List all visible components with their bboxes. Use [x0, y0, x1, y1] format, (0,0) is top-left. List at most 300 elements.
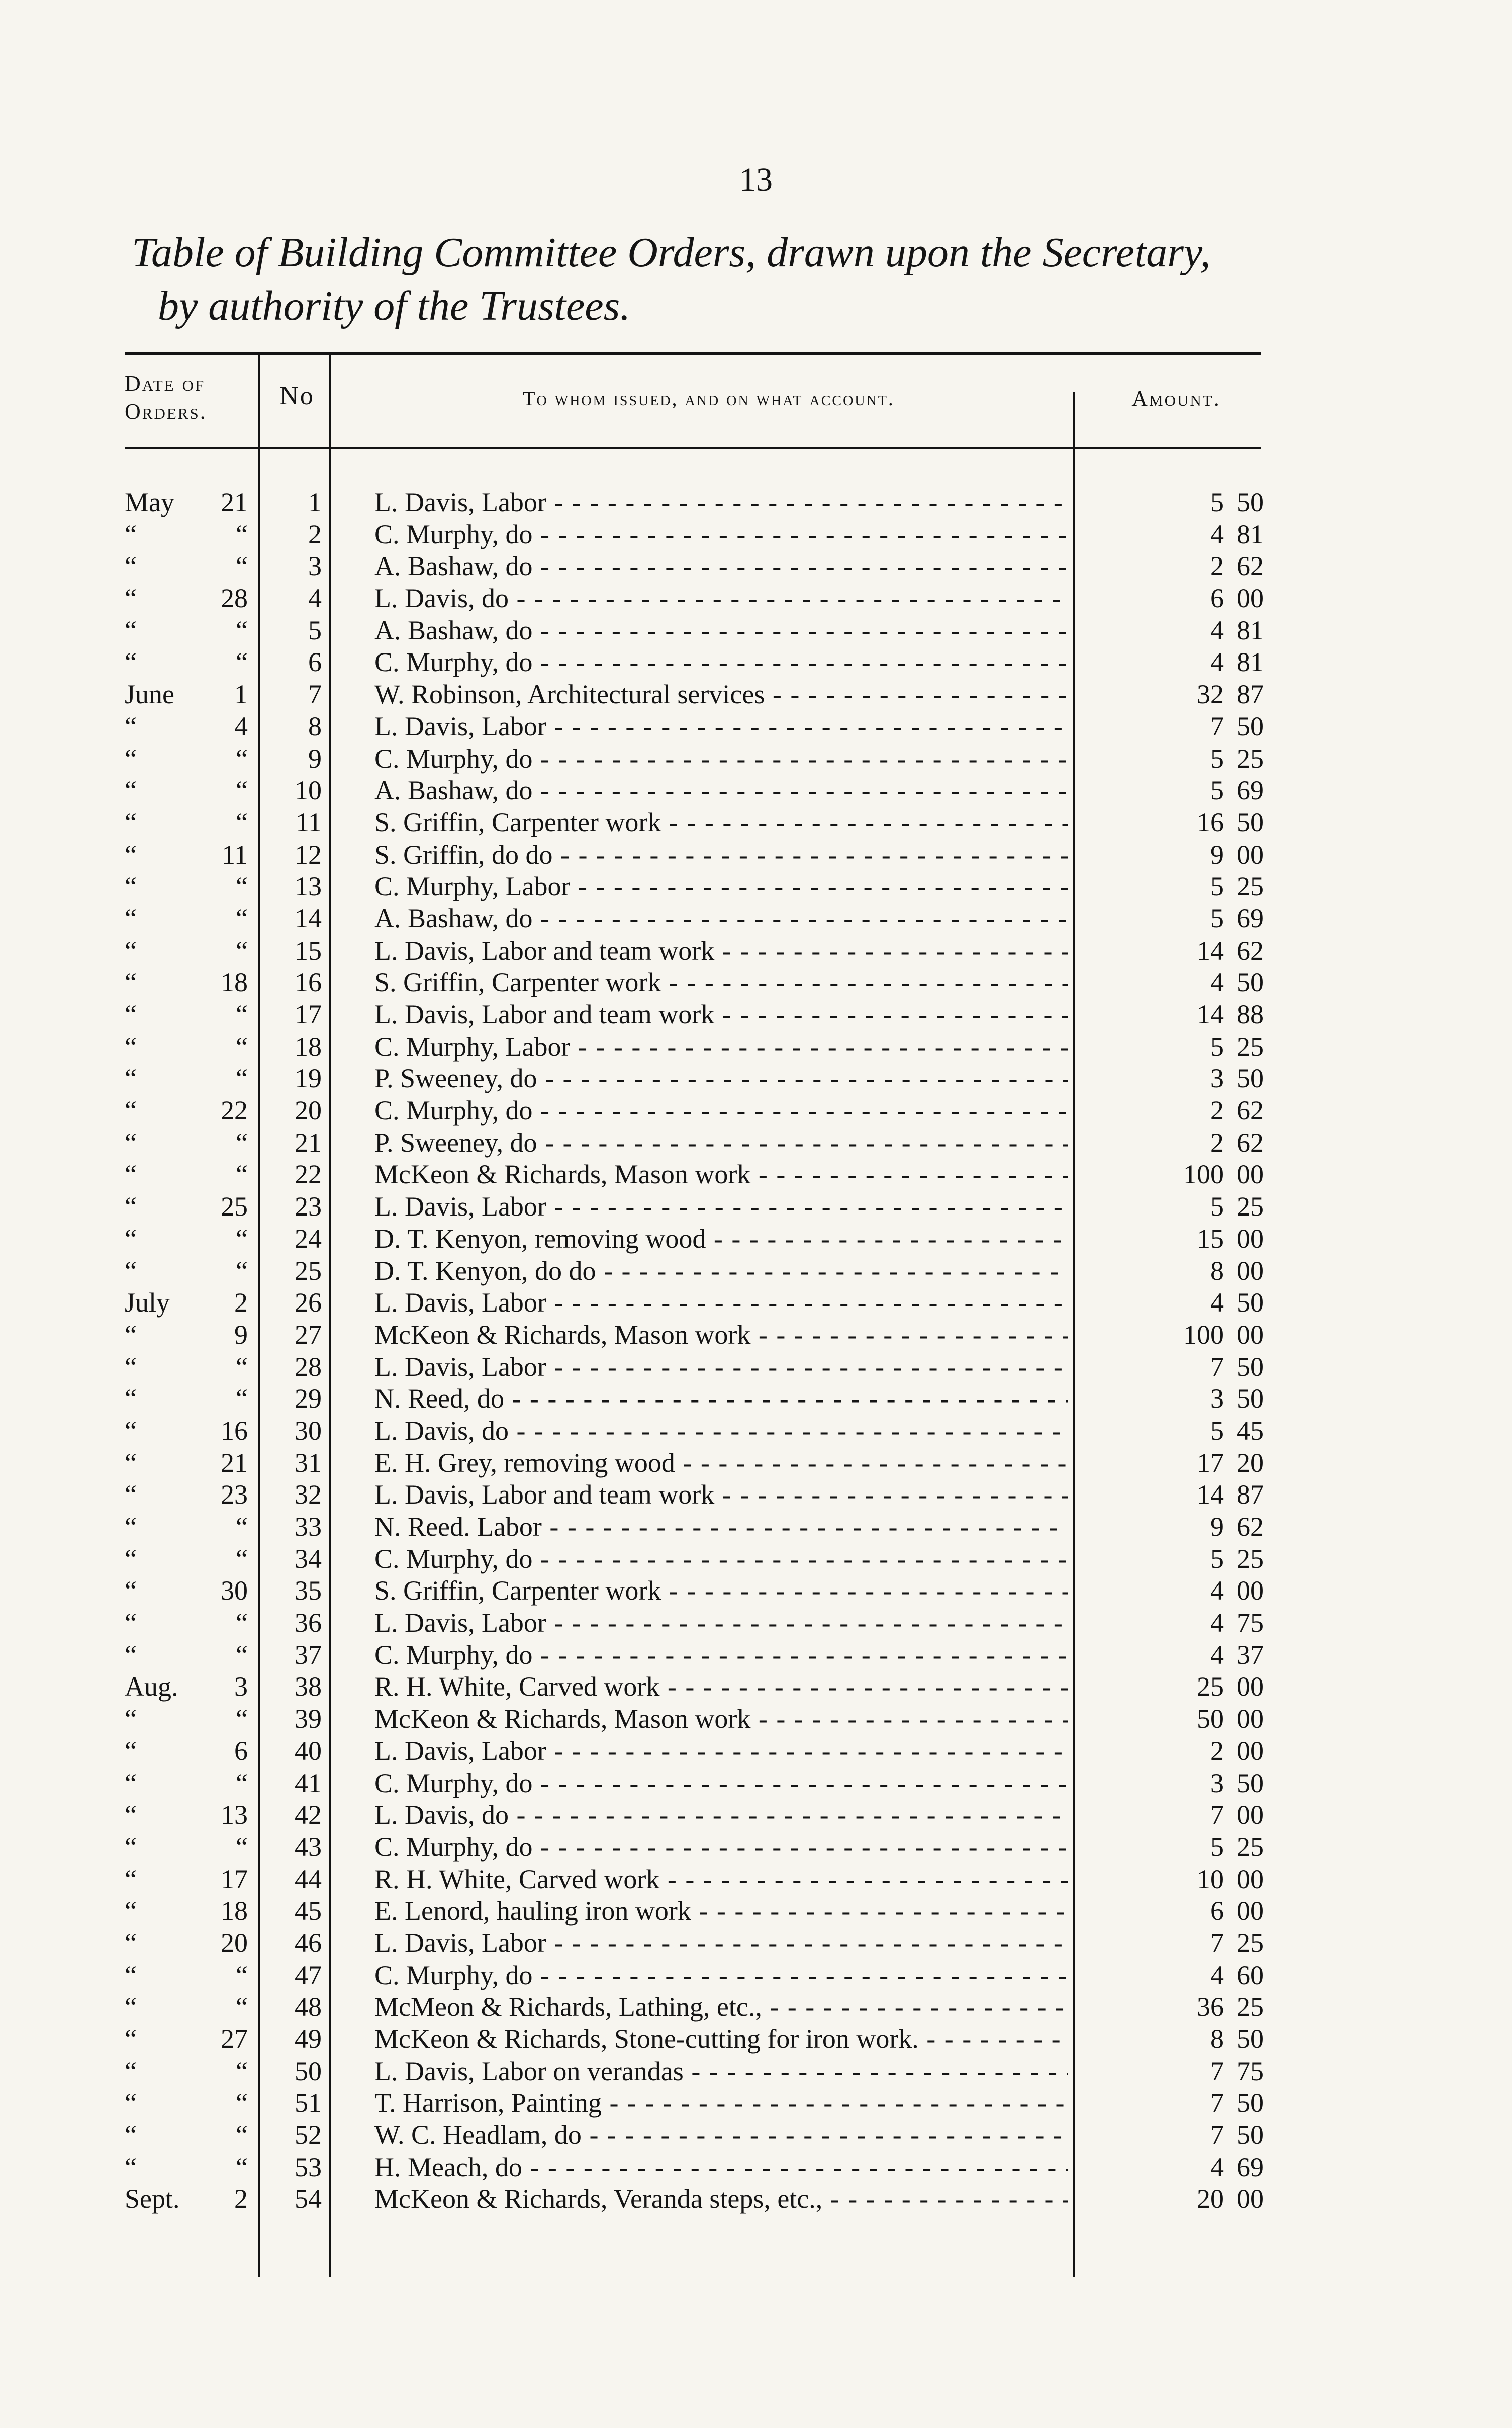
order-payee-account: McMeon & Richards, Lathing, etc., - - -: [374, 1991, 1068, 2023]
order-day: “: [236, 2152, 248, 2182]
order-day: “: [236, 999, 248, 1030]
order-amount-dollars: 4: [1210, 967, 1224, 998]
order-amount-cents: 00: [1237, 1704, 1264, 1734]
order-number: 48: [295, 1992, 322, 2022]
table-row: [0, 1767, 1512, 1800]
order-number: 30: [295, 1415, 322, 1446]
order-amount-cents: 00: [1237, 1800, 1264, 1830]
order-payee-account: C. Murphy, do - - -: [374, 646, 1068, 679]
order-amount-cents: 69: [1237, 903, 1264, 933]
table-row: [0, 1799, 1512, 1831]
order-number: 22: [295, 1159, 322, 1190]
order-month: “: [125, 999, 137, 1030]
order-month: “: [125, 1063, 137, 1094]
order-month: “: [125, 1639, 137, 1670]
order-month: “: [125, 2152, 137, 2182]
order-month: “: [125, 839, 137, 870]
table-row: [0, 1991, 1512, 2023]
order-amount-cents: 75: [1237, 1608, 1264, 1638]
order-number: 7: [308, 679, 322, 710]
order-month: “: [125, 935, 137, 966]
order-amount-dollars: 7: [1210, 1800, 1224, 1830]
table-row: [0, 1607, 1512, 1639]
order-amount-dollars: 2: [1210, 551, 1224, 582]
order-payee-account: D. T. Kenyon, removing wood - - -: [374, 1223, 1068, 1255]
header-no: No: [279, 382, 315, 410]
table-row: [0, 1959, 1512, 1992]
order-day: 30: [221, 1575, 248, 1606]
order-day: “: [236, 935, 248, 966]
order-number: 10: [295, 775, 322, 806]
order-payee-account: C. Murphy, do - - -: [374, 1831, 1068, 1863]
order-amount-dollars: 7: [1210, 1927, 1224, 1958]
order-amount-dollars: 14: [1197, 999, 1224, 1030]
order-payee-account: S. Griffin, do do - - -: [374, 839, 1068, 871]
order-number: 52: [295, 2120, 322, 2151]
order-number: 5: [308, 615, 322, 645]
order-payee-account: L. Davis, Labor - - -: [374, 711, 1068, 743]
table-row: [0, 1063, 1512, 1095]
order-number: 1: [308, 487, 322, 517]
order-number: 33: [295, 1512, 322, 1542]
order-payee-account: McKeon & Richards, Stone-cutting for iron work. - - -: [374, 2023, 1068, 2056]
order-amount-cents: 25: [1237, 1543, 1264, 1574]
table-row: [0, 1543, 1512, 1575]
order-month: “: [125, 1095, 137, 1126]
order-payee-account: C. Murphy, Labor - - -: [374, 871, 1068, 903]
order-month: “: [125, 743, 137, 774]
order-amount-dollars: 14: [1197, 935, 1224, 966]
order-number: 32: [295, 1479, 322, 1510]
order-day: “: [236, 1031, 248, 1062]
order-day: “: [236, 1543, 248, 1574]
order-payee-account: C. Murphy, do - - -: [374, 1959, 1068, 1992]
order-day: “: [236, 647, 248, 678]
order-amount-dollars: 7: [1210, 711, 1224, 741]
table-row: [0, 487, 1512, 519]
order-payee-account: A. Bashaw, do - - -: [374, 775, 1068, 807]
order-month: “: [125, 2056, 137, 2086]
order-day: “: [236, 2056, 248, 2086]
order-amount-cents: 81: [1237, 615, 1264, 645]
order-amount-cents: 45: [1237, 1415, 1264, 1446]
table-row: [0, 646, 1512, 679]
order-number: 8: [308, 711, 322, 741]
order-payee-account: L. Davis, Labor and team work - - -: [374, 935, 1068, 967]
order-number: 18: [295, 1031, 322, 1062]
order-day: “: [236, 1223, 248, 1254]
order-amount-dollars: 4: [1210, 2152, 1224, 2182]
order-payee-account: E. H. Grey, removing wood - - -: [374, 1447, 1068, 1479]
order-day: “: [236, 1767, 248, 1798]
header-date-line-2: Orders.: [125, 399, 207, 424]
order-number: 29: [295, 1383, 322, 1414]
order-number: 16: [295, 967, 322, 998]
order-amount-cents: 00: [1237, 1575, 1264, 1606]
order-payee-account: C. Murphy, do - - -: [374, 743, 1068, 775]
order-number: 51: [295, 2088, 322, 2118]
order-amount-cents: 25: [1237, 1992, 1264, 2022]
order-amount-dollars: 5: [1210, 1831, 1224, 1862]
table-row: [0, 1479, 1512, 1511]
order-amount-cents: 50: [1237, 2120, 1264, 2151]
table-row: [0, 1895, 1512, 1927]
order-month: “: [125, 2120, 137, 2151]
table-row: [0, 2056, 1512, 2088]
order-payee-account: R. H. White, Carved work - - -: [374, 1671, 1068, 1703]
order-amount-cents: 50: [1237, 1351, 1264, 1382]
order-amount-cents: 37: [1237, 1639, 1264, 1670]
order-amount-cents: 81: [1237, 519, 1264, 549]
order-number: 42: [295, 1800, 322, 1830]
order-amount-cents: 50: [1237, 711, 1264, 741]
order-amount-cents: 00: [1237, 1319, 1264, 1350]
table-row: [0, 1383, 1512, 1415]
order-payee-account: S. Griffin, Carpenter work - - -: [374, 1575, 1068, 1607]
order-number: 34: [295, 1543, 322, 1574]
order-day: “: [236, 1608, 248, 1638]
order-day: “: [236, 2088, 248, 2118]
order-day: 3: [234, 1671, 248, 1702]
order-month: “: [125, 1863, 137, 1894]
table-row: [0, 839, 1512, 871]
table-row: [0, 807, 1512, 839]
order-month: “: [125, 1127, 137, 1158]
order-amount-dollars: 2: [1210, 1735, 1224, 1766]
order-amount-dollars: 7: [1210, 1351, 1224, 1382]
order-amount-dollars: 50: [1197, 1704, 1224, 1734]
order-payee-account: L. Davis, Labor - - -: [374, 1287, 1068, 1319]
order-amount-cents: 25: [1237, 1191, 1264, 1222]
order-number: 3: [308, 551, 322, 582]
order-amount-dollars: 5: [1210, 871, 1224, 902]
table-row: [0, 615, 1512, 647]
order-payee-account: D. T. Kenyon, do do - - -: [374, 1255, 1068, 1287]
order-amount-cents: 00: [1237, 1223, 1264, 1254]
order-payee-account: P. Sweeney, do - - -: [374, 1063, 1068, 1095]
order-day: “: [236, 2120, 248, 2151]
table-row: [0, 1191, 1512, 1223]
table-row: [0, 2087, 1512, 2119]
order-amount-cents: 87: [1237, 679, 1264, 710]
order-day: 25: [221, 1191, 248, 1222]
table-row: [0, 1031, 1512, 1063]
order-amount-dollars: 32: [1197, 679, 1224, 710]
order-month: “: [125, 551, 137, 582]
order-month: “: [125, 1704, 137, 1734]
order-payee-account: N. Reed. Labor - - -: [374, 1511, 1068, 1543]
order-amount-dollars: 10: [1197, 1863, 1224, 1894]
order-day: 2: [234, 2184, 248, 2214]
order-amount-cents: 00: [1237, 1896, 1264, 1926]
order-amount-dollars: 6: [1210, 583, 1224, 614]
order-amount-cents: 00: [1237, 1255, 1264, 1286]
order-amount-cents: 62: [1237, 1512, 1264, 1542]
order-day: “: [236, 1159, 248, 1190]
table-row: [0, 519, 1512, 551]
table-row: [0, 550, 1512, 583]
order-payee-account: C. Murphy, do - - -: [374, 1543, 1068, 1575]
table-row: [0, 871, 1512, 903]
order-amount-cents: 25: [1237, 1927, 1264, 1958]
order-month: “: [125, 1351, 137, 1382]
order-month: “: [125, 1767, 137, 1798]
order-amount-cents: 62: [1237, 1127, 1264, 1158]
table-caption: [132, 226, 1363, 333]
order-amount-dollars: 7: [1210, 2120, 1224, 2151]
table-body: [0, 487, 1512, 2215]
order-amount-cents: 50: [1237, 1287, 1264, 1318]
order-month: “: [125, 1575, 137, 1606]
order-day: 1: [234, 679, 248, 710]
order-number: 45: [295, 1896, 322, 1926]
order-day: 23: [221, 1479, 248, 1510]
table-row: [0, 967, 1512, 999]
order-amount-dollars: 3: [1210, 1383, 1224, 1414]
order-month: “: [125, 871, 137, 902]
order-day: “: [236, 871, 248, 902]
order-day: 16: [221, 1415, 248, 1446]
order-amount-cents: 62: [1237, 935, 1264, 966]
order-day: 2: [234, 1287, 248, 1318]
order-amount-cents: 75: [1237, 2056, 1264, 2086]
order-day: 20: [221, 1927, 248, 1958]
order-payee-account: P. Sweeney, do - - -: [374, 1127, 1068, 1159]
order-payee-account: McKeon & Richards, Mason work - - -: [374, 1319, 1068, 1351]
order-number: 50: [295, 2056, 322, 2086]
order-month: “: [125, 1896, 137, 1926]
order-payee-account: W. C. Headlam, do - - -: [374, 2119, 1068, 2152]
table-row: [0, 1831, 1512, 1863]
order-payee-account: C. Murphy, do - - -: [374, 1639, 1068, 1671]
order-month: June: [125, 679, 174, 710]
order-amount-dollars: 3: [1210, 1063, 1224, 1094]
table-row: [0, 1639, 1512, 1671]
table-row: [0, 1447, 1512, 1479]
order-payee-account: C. Murphy, Labor - - -: [374, 1031, 1068, 1063]
order-amount-cents: 00: [1237, 1671, 1264, 1702]
page-number: 13: [739, 161, 773, 198]
order-number: 21: [295, 1127, 322, 1158]
order-payee-account: N. Reed, do - - -: [374, 1383, 1068, 1415]
order-amount-cents: 81: [1237, 647, 1264, 678]
order-amount-dollars: 3: [1210, 1767, 1224, 1798]
order-payee-account: C. Murphy, do - - -: [374, 1767, 1068, 1800]
order-payee-account: McKeon & Richards, Veranda steps, etc., - - -: [374, 2183, 1068, 2215]
order-day: 21: [221, 1447, 248, 1478]
order-payee-account: McKeon & Richards, Mason work - - -: [374, 1159, 1068, 1191]
order-amount-dollars: 2: [1210, 1127, 1224, 1158]
order-day: 9: [234, 1319, 248, 1350]
order-amount-cents: 87: [1237, 1479, 1264, 1510]
order-amount-dollars: 20: [1197, 2184, 1224, 2214]
order-day: “: [236, 1063, 248, 1094]
order-amount-cents: 00: [1237, 1863, 1264, 1894]
order-payee-account: C. Murphy, do - - -: [374, 519, 1068, 551]
order-month: “: [125, 807, 137, 837]
order-month: “: [125, 1479, 137, 1510]
caption-line-2: by authority of the Trustees.: [158, 283, 631, 329]
order-month: July: [125, 1287, 170, 1318]
order-day: “: [236, 775, 248, 806]
order-payee-account: R. H. White, Carved work - - -: [374, 1863, 1068, 1896]
order-month: “: [125, 1959, 137, 1990]
order-amount-cents: 50: [1237, 1383, 1264, 1414]
header-amount: Amount.: [1131, 386, 1221, 411]
table-row: [0, 1127, 1512, 1159]
order-payee-account: W. Robinson, Architectural services - - -: [374, 679, 1068, 711]
order-month: “: [125, 1191, 137, 1222]
order-month: “: [125, 1512, 137, 1542]
table-row: [0, 1319, 1512, 1351]
order-amount-cents: 88: [1237, 999, 1264, 1030]
order-number: 36: [295, 1608, 322, 1638]
order-amount-dollars: 4: [1210, 1639, 1224, 1670]
order-payee-account: L. Davis, Labor - - -: [374, 487, 1068, 519]
order-number: 35: [295, 1575, 322, 1606]
table-row: [0, 935, 1512, 967]
table-row: [0, 1159, 1512, 1191]
order-day: “: [236, 1255, 248, 1286]
table-row: [0, 2152, 1512, 2184]
order-amount-cents: 50: [1237, 487, 1264, 517]
order-month: May: [125, 487, 174, 517]
order-day: 17: [221, 1863, 248, 1894]
header-date-line-1: Date of: [125, 371, 206, 396]
order-month: “: [125, 1031, 137, 1062]
order-amount-dollars: 7: [1210, 2088, 1224, 2118]
order-amount-dollars: 4: [1210, 1959, 1224, 1990]
order-month: “: [125, 1800, 137, 1830]
order-number: 31: [295, 1447, 322, 1478]
order-number: 4: [308, 583, 322, 614]
order-amount-dollars: 14: [1197, 1479, 1224, 1510]
order-day: 4: [234, 711, 248, 741]
order-amount-dollars: 9: [1210, 839, 1224, 870]
order-amount-dollars: 5: [1210, 1415, 1224, 1446]
order-payee-account: H. Meach, do - - -: [374, 2152, 1068, 2184]
order-day: “: [236, 615, 248, 645]
order-payee-account: A. Bashaw, do - - -: [374, 903, 1068, 935]
order-month: “: [125, 2024, 137, 2054]
order-month: “: [125, 647, 137, 678]
order-payee-account: L. Davis, Labor - - -: [374, 1927, 1068, 1959]
order-amount-dollars: 6: [1210, 1896, 1224, 1926]
order-day: “: [236, 1704, 248, 1734]
order-day: “: [236, 807, 248, 837]
order-payee-account: L. Davis, Labor and team work - - -: [374, 1479, 1068, 1511]
order-number: 27: [295, 1319, 322, 1350]
order-day: “: [236, 1992, 248, 2022]
order-payee-account: L. Davis, do - - -: [374, 1415, 1068, 1447]
order-amount-cents: 25: [1237, 1831, 1264, 1862]
order-month: “: [125, 1992, 137, 2022]
order-month: “: [125, 967, 137, 998]
order-month: “: [125, 1159, 137, 1190]
order-payee-account: L. Davis, Labor and team work - - -: [374, 999, 1068, 1031]
order-month: “: [125, 775, 137, 806]
order-amount-cents: 00: [1237, 839, 1264, 870]
order-number: 41: [295, 1767, 322, 1798]
order-amount-dollars: 8: [1210, 1255, 1224, 1286]
order-month: “: [125, 519, 137, 549]
order-day: 18: [221, 967, 248, 998]
order-number: 14: [295, 903, 322, 933]
order-amount-dollars: 4: [1210, 647, 1224, 678]
table-row: [0, 1671, 1512, 1703]
order-amount-dollars: 25: [1197, 1671, 1224, 1702]
order-day: “: [236, 519, 248, 549]
order-amount-dollars: 4: [1210, 1287, 1224, 1318]
order-payee-account: A. Bashaw, do - - -: [374, 550, 1068, 583]
order-number: 19: [295, 1063, 322, 1094]
order-amount-dollars: 4: [1210, 615, 1224, 645]
table-row: [0, 679, 1512, 711]
order-month: Aug.: [125, 1671, 178, 1702]
order-day: “: [236, 1639, 248, 1670]
order-day: 22: [221, 1095, 248, 1126]
order-amount-dollars: 5: [1210, 1191, 1224, 1222]
order-number: 25: [295, 1255, 322, 1286]
order-month: “: [125, 1415, 137, 1446]
order-amount-dollars: 8: [1210, 2024, 1224, 2054]
table-row: [0, 999, 1512, 1031]
order-day: 28: [221, 583, 248, 614]
order-day: “: [236, 1383, 248, 1414]
order-amount-cents: 25: [1237, 743, 1264, 774]
table-row: [0, 1415, 1512, 1447]
order-amount-cents: 69: [1237, 775, 1264, 806]
order-amount-dollars: 15: [1197, 1223, 1224, 1254]
order-number: 53: [295, 2152, 322, 2182]
order-day: 27: [221, 2024, 248, 2054]
order-amount-dollars: 36: [1197, 1992, 1224, 2022]
order-payee-account: S. Griffin, Carpenter work - - -: [374, 807, 1068, 839]
table-row: [0, 743, 1512, 775]
order-day: “: [236, 1351, 248, 1382]
order-amount-dollars: 5: [1210, 1543, 1224, 1574]
order-amount-dollars: 5: [1210, 1031, 1224, 1062]
order-number: 13: [295, 871, 322, 902]
order-payee-account: L. Davis, do - - -: [374, 583, 1068, 615]
order-payee-account: S. Griffin, Carpenter work - - -: [374, 967, 1068, 999]
order-amount-dollars: 4: [1210, 1575, 1224, 1606]
table-row: [0, 1735, 1512, 1767]
order-amount-cents: 00: [1237, 2184, 1264, 2214]
order-number: 38: [295, 1671, 322, 1702]
table-row: [0, 1511, 1512, 1543]
table-row: [0, 775, 1512, 807]
order-amount-cents: 50: [1237, 967, 1264, 998]
table-row: [0, 1095, 1512, 1127]
order-payee-account: L. Davis, Labor - - -: [374, 1351, 1068, 1383]
order-number: 37: [295, 1639, 322, 1670]
order-number: 20: [295, 1095, 322, 1126]
order-month: “: [125, 1223, 137, 1254]
order-amount-dollars: 5: [1210, 903, 1224, 933]
order-day: “: [236, 551, 248, 582]
order-amount-cents: 50: [1237, 2024, 1264, 2054]
order-month: “: [125, 1735, 137, 1766]
order-amount-cents: 25: [1237, 871, 1264, 902]
order-number: 11: [296, 807, 322, 837]
order-amount-dollars: 17: [1197, 1447, 1224, 1478]
order-amount-dollars: 9: [1210, 1512, 1224, 1542]
order-payee-account: T. Harrison, Painting - - -: [374, 2087, 1068, 2119]
order-payee-account: L. Davis, Labor - - -: [374, 1191, 1068, 1223]
order-number: 28: [295, 1351, 322, 1382]
order-day: “: [236, 1512, 248, 1542]
